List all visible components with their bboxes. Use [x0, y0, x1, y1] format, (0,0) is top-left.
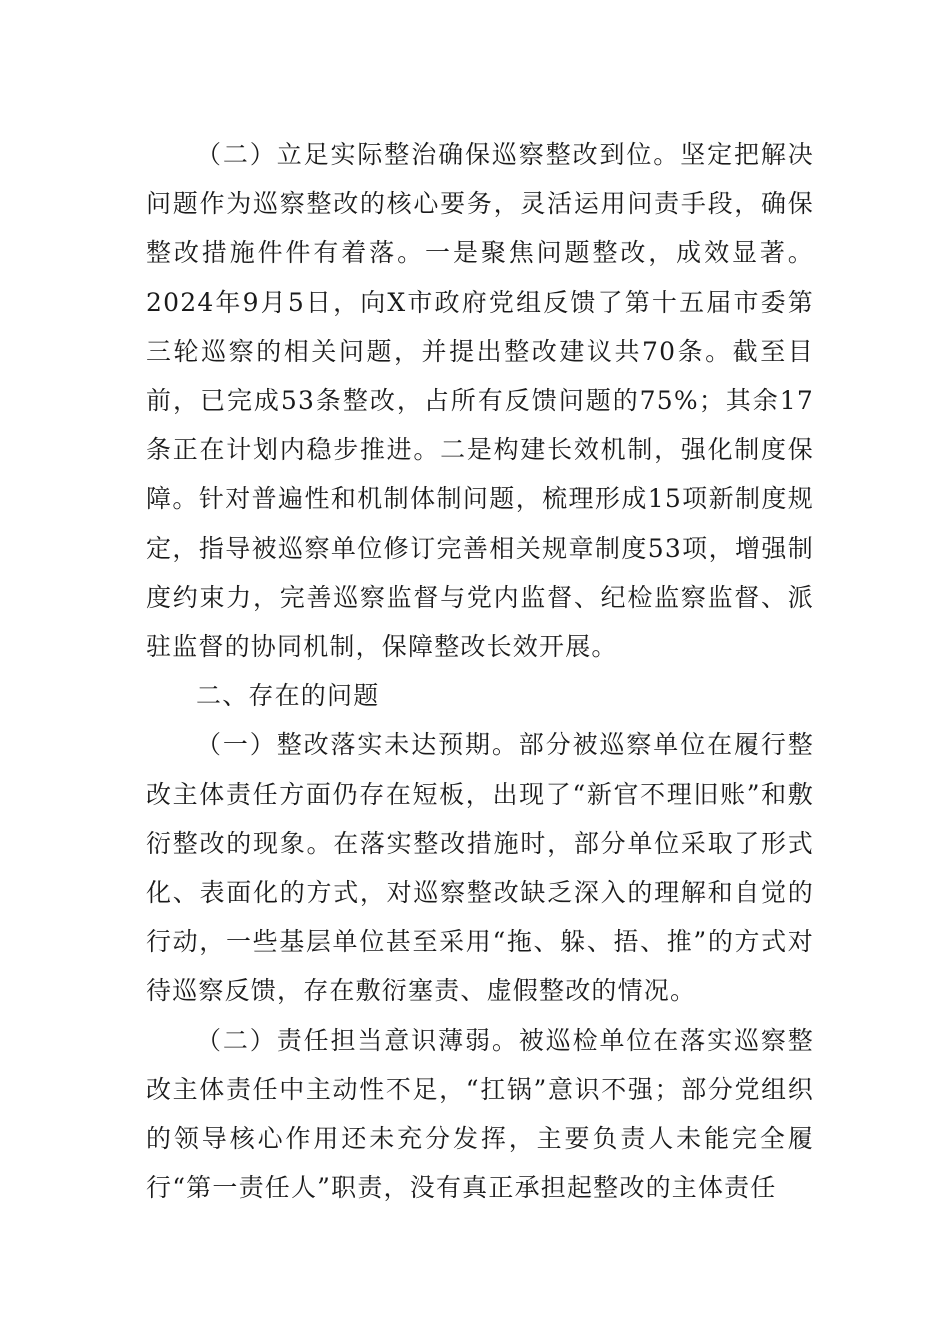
paragraph-rectification-below-expectations: （一）整改落实未达预期。部分被巡察单位在履行整改主体责任方面仍存在短板，出现了“新官不理旧账”和敷衍整改的现象。在落实整改措施时，部分单位采取了形式化、表面化的方式，对巡察整改缺乏深入的理解和自觉的行动，一些基层单位甚至采用“拖、躲、捂、推”的方式对待巡察反馈，存在敷衍塞责、虚假整改的情况。 [146, 730, 814, 1006]
paragraph-weak-responsibility: （二）责任担当意识薄弱。被巡检单位在落实巡察整改主体责任中主动性不足，“扛锅”意识不强；部分党组织的领导核心作用还未充分发挥，主要负责人未能完全履行“第一责任人”职责，没有真正承担起整改的主体责任 [146, 1025, 814, 1203]
document-body [146, 130, 814, 1212]
paragraph-rectification-in-place: （二）立足实际整治确保巡察整改到位。坚定把解决问题作为巡察整改的核心要务，灵活运用问责手段，确保整改措施件件有着落。一是聚焦问题整改，成效显著。2024年9月5日，向X市政府党组反馈了第十五届市委第三轮巡察的相关问题，并提出整改建议共70条。截至目前，已完成53条整改，占所有反馈问题的75%；其余17条正在计划内稳步推进。二是构建长效机制，强化制度保障。针对普遍性和机制体制问题，梳理形成15项新制度规定，指导被巡察单位修订完善相关规章制度53项，增强制度约束力，完善巡察监督与党内监督、纪检监察监督、派驻监督的协同机制，保障整改长效开展。 [146, 140, 814, 662]
section-heading-existing-problems: 二、存在的问题 [196, 681, 380, 711]
